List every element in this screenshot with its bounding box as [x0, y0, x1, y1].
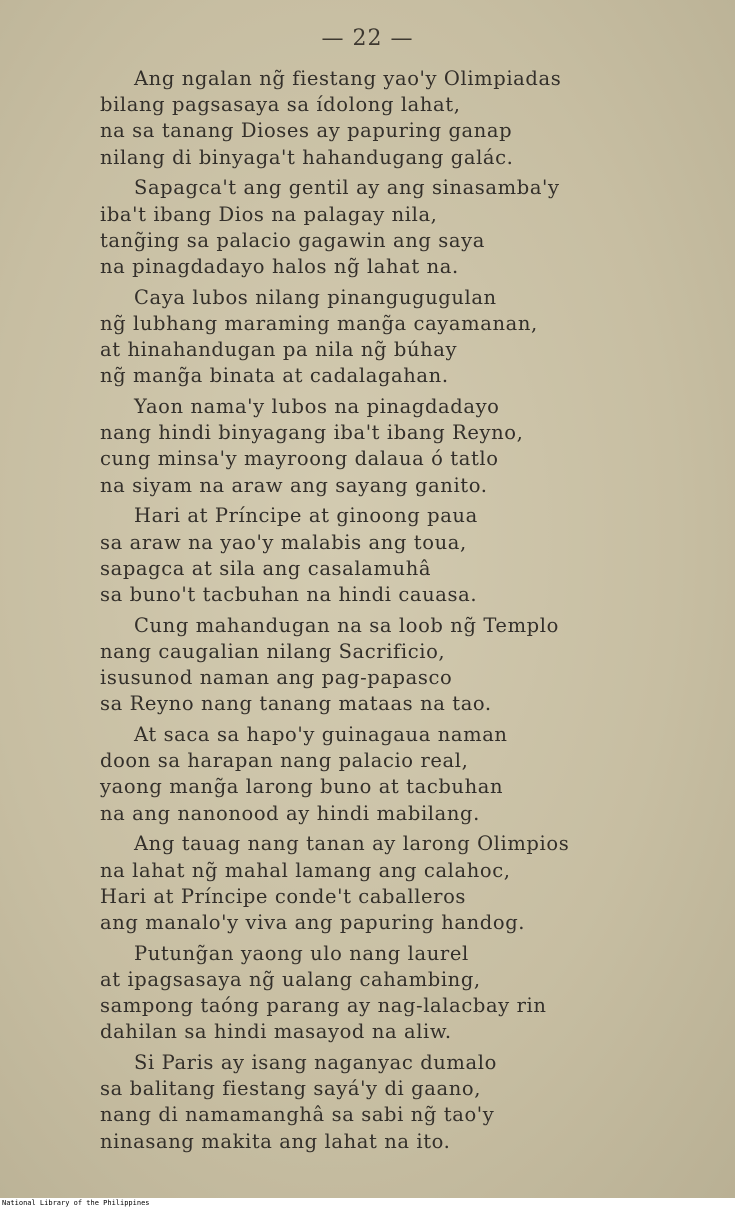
verse-line: sampong taóng parang ay nag-lalacbay rin — [100, 994, 547, 1018]
verse-line: cung minsa'y mayroong dalaua ó tatlo — [100, 447, 499, 471]
verse-line: sa buno't tacbuhan na hindi cauasa. — [100, 582, 478, 606]
verse-line: nang di namamanghâ sa sabi ng̃ tao'y — [100, 1103, 495, 1127]
verse-line: isusunod naman ang pag-papasco — [100, 666, 453, 690]
verse-line: sa Reyno nang tanang mataas na tao. — [100, 692, 492, 716]
poem-text — [100, 66, 690, 1155]
verse-line: na lahat ng̃ mahal lamang ang calahoc, — [100, 858, 511, 882]
verse-line: at ipagsasaya ng̃ ualang cahambing, — [100, 967, 481, 991]
stanza — [100, 394, 690, 499]
verse-line: nang caugalian nilang Sacrificio, — [100, 639, 446, 663]
verse-line: na siyam na araw ang sayang ganito. — [100, 473, 488, 497]
verse-line: ng̃ mang̃a binata at cadalagahan. — [100, 364, 449, 388]
verse-line: tang̃ing sa palacio gagawin ang saya — [100, 228, 485, 252]
verse-line: doon sa harapan nang palacio real, — [100, 749, 469, 773]
verse-line: Si Paris ay isang naganyac dumalo — [134, 1051, 497, 1075]
verse-line: nilang di binyaga't hahandugang galác. — [100, 145, 514, 169]
verse-line: na pinagdadayo halos ng̃ lahat na. — [100, 254, 459, 278]
page-number: — 22 — — [321, 26, 414, 51]
verse-line: ang manalo'y viva ang papuring handog. — [100, 910, 526, 934]
verse-line: At saca sa hapo'y guinagaua naman — [134, 723, 508, 747]
verse-line: Ang tauag nang tanan ay larong Olimpios — [134, 832, 570, 856]
verse-line: ninasang makita ang lahat na ito. — [100, 1129, 451, 1153]
stanza — [100, 1050, 690, 1155]
stanza — [100, 66, 690, 171]
verse-line: sa balitang fiestang sayá'y di gaano, — [100, 1077, 482, 1101]
verse-line: sa araw na yao'y malabis ang toua, — [100, 530, 467, 554]
verse-line: sapagca at sila ang casalamuhâ — [100, 556, 432, 580]
verse-line: nang hindi binyagang iba't ibang Reyno, — [100, 421, 524, 445]
verse-line: bilang pagsasaya sa ídolong lahat, — [100, 93, 461, 117]
library-credit: National Library of the Philippines — [2, 1199, 150, 1207]
stanza — [100, 285, 690, 390]
stanza — [100, 831, 690, 936]
verse-line: Caya lubos nilang pinangugugulan — [134, 285, 497, 309]
verse-line: yaong mang̃a larong buno at tacbuhan — [100, 775, 504, 799]
verse-line: Ang ngalan ng̃ fiestang yao'y Olimpiadas — [134, 67, 562, 90]
stanza — [100, 722, 690, 827]
stanza — [100, 613, 690, 718]
verse-line: iba't ibang Dios na palagay nila, — [100, 202, 438, 226]
verse-line: Hari at Príncipe at ginoong paua — [134, 504, 478, 528]
verse-line: at hinahandugan pa nila ng̃ búhay — [100, 338, 458, 362]
verse-line: Hari at Príncipe conde't caballeros — [100, 884, 467, 908]
verse-line: Cung mahandugan na sa loob ng̃ Templo — [134, 613, 559, 637]
verse-line: ng̃ lubhang maraming mang̃a cayamanan, — [100, 311, 538, 335]
verse-line: Putung̃an yaong ulo nang laurel — [134, 941, 469, 965]
stanza — [100, 175, 690, 280]
verse-line: dahilan sa hindi masayod na aliw. — [100, 1020, 452, 1044]
stanza — [100, 503, 690, 608]
verse-line: na ang nanonood ay hindi mabilang. — [100, 801, 480, 825]
verse-line: Yaon nama'y lubos na pinagdadayo — [134, 395, 500, 419]
verse-line: na sa tanang Dioses ay papuring ganap — [100, 119, 513, 143]
stanza — [100, 941, 690, 1046]
verse-line: Sapagca't ang gentil ay ang sinasamba'y — [134, 176, 560, 200]
